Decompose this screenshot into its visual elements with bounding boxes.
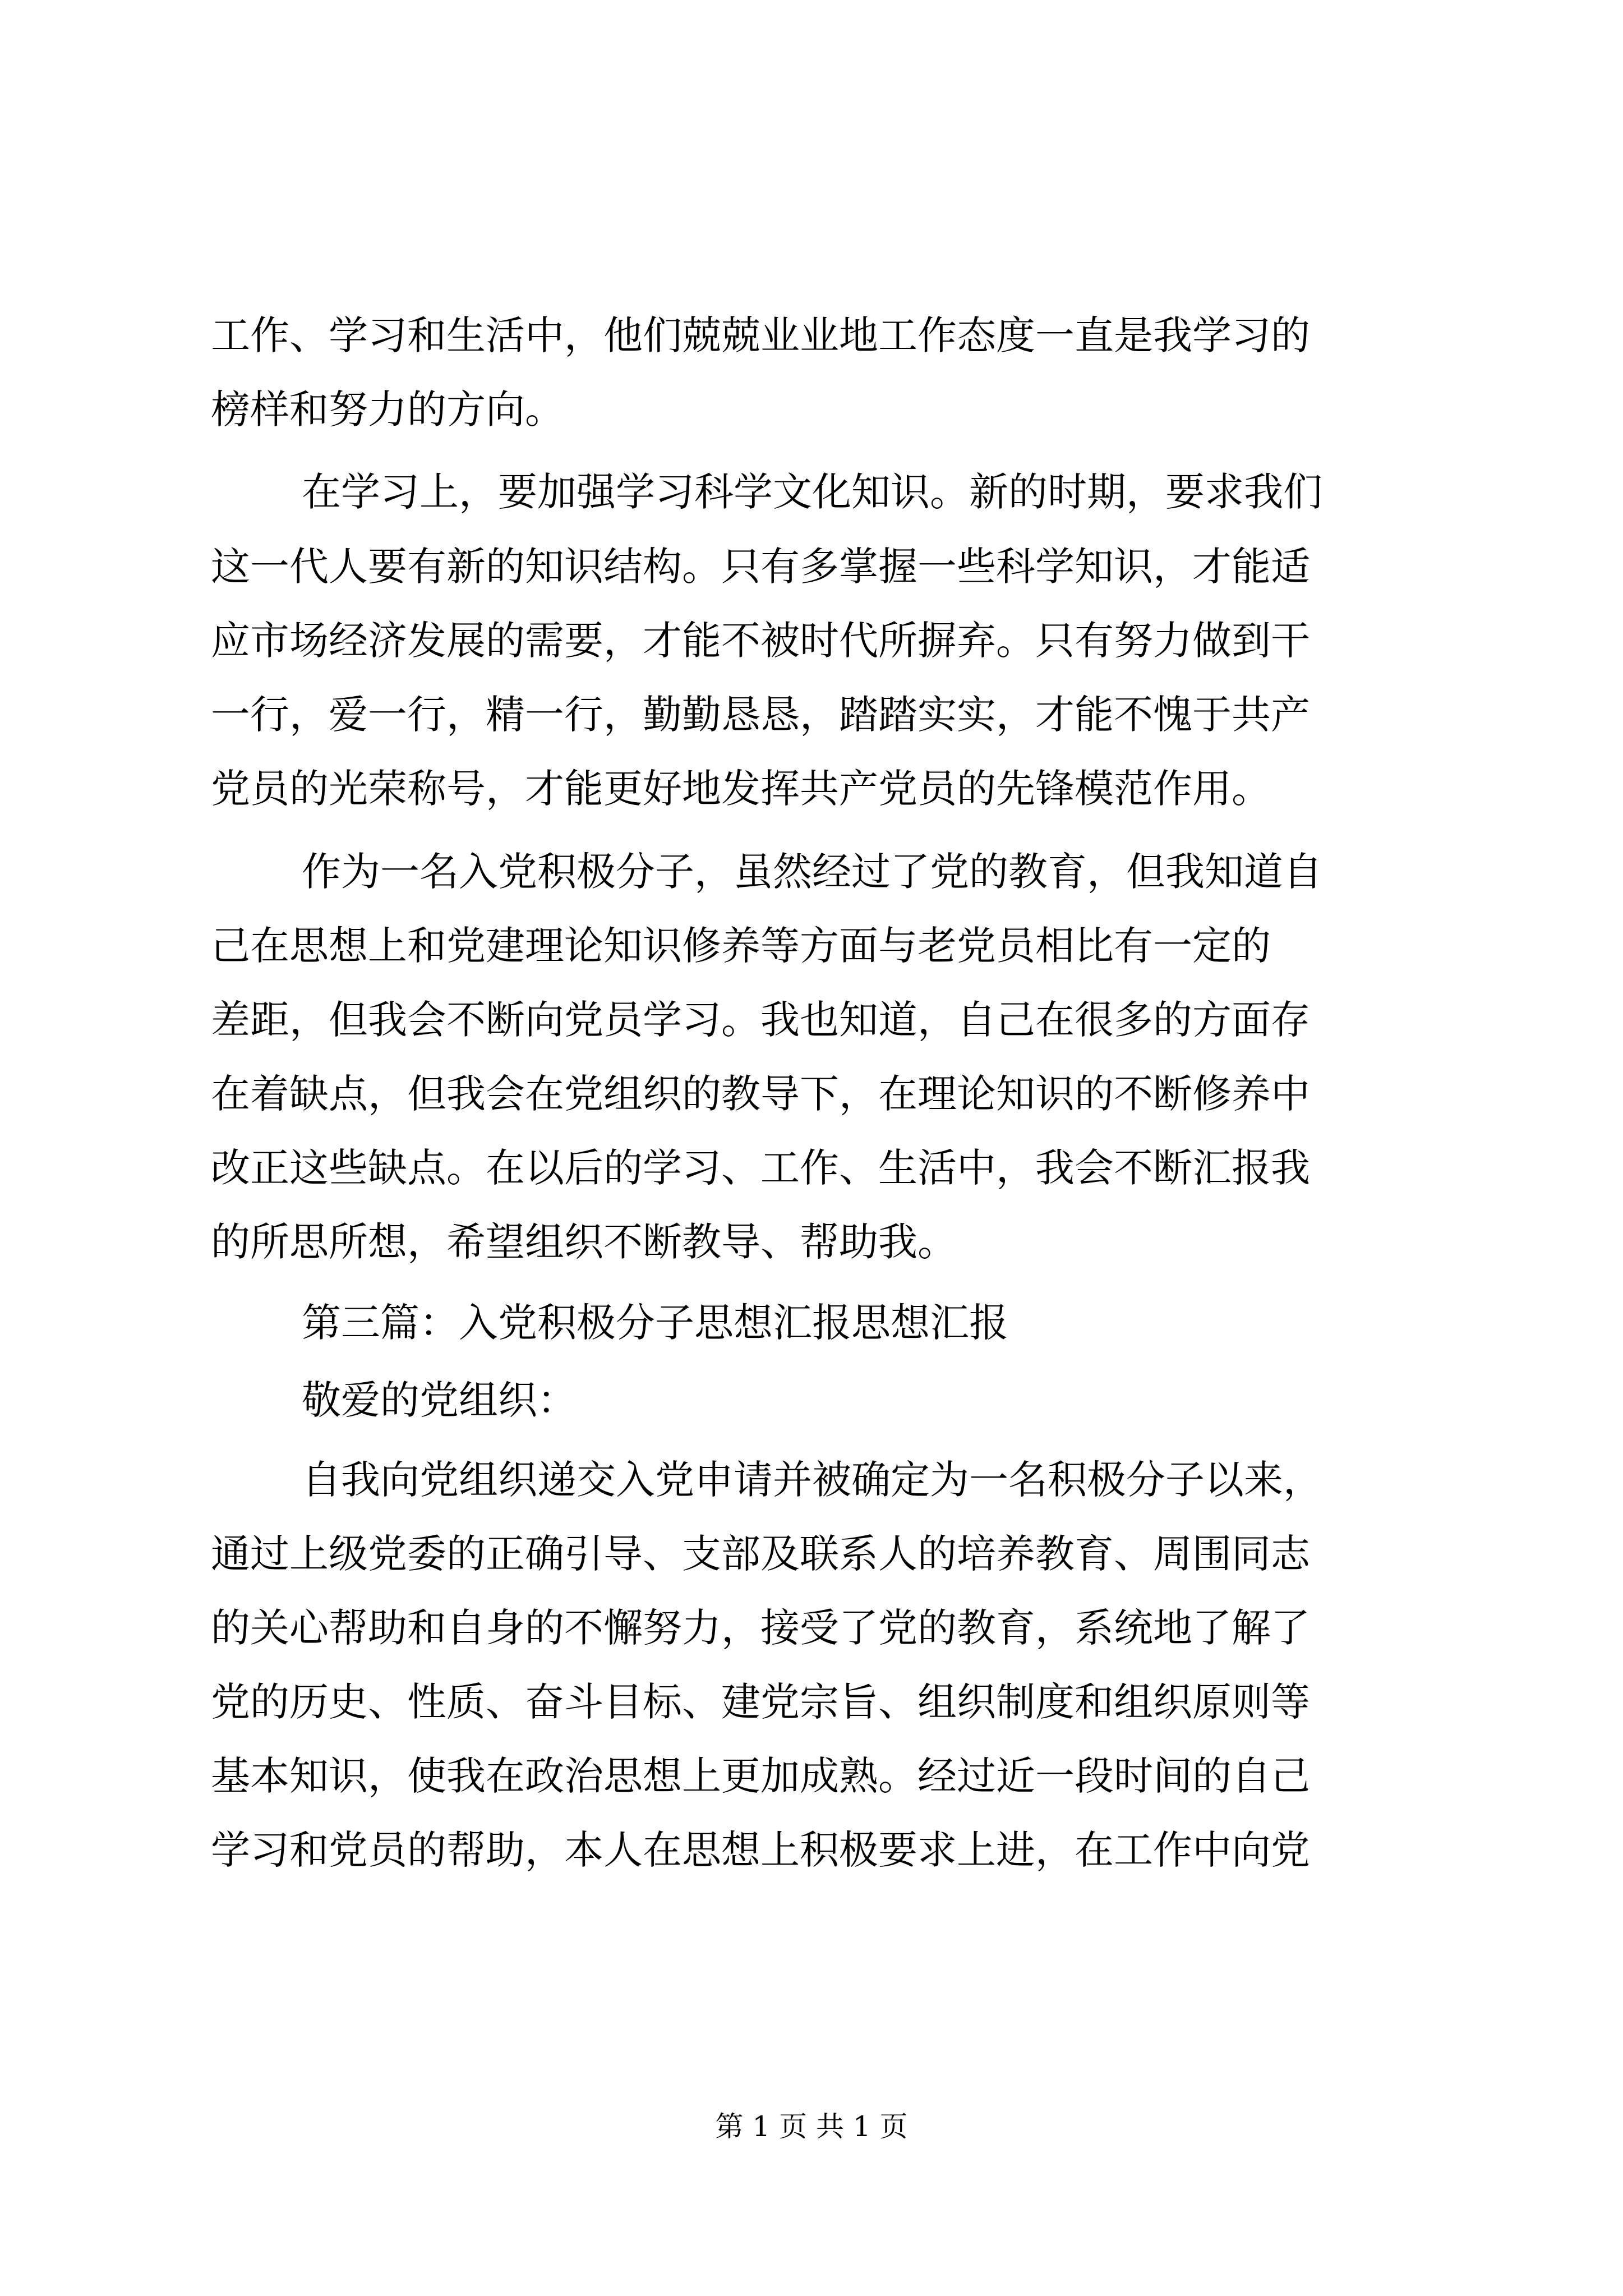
text-line: 在学习上，要加强学习科学文化知识。新的时期，要求我们 [302, 469, 1322, 515]
text-line: 差距，但我会不断向党员学习。我也知道，自己在很多的方面存 [211, 997, 1310, 1043]
text-line: 自我向党组织递交入党申请并被确定为一名积极分子以来， [302, 1457, 1322, 1503]
text-line: 己在思想上和党建理论知识修养等方面与老党员相比有一定的 [211, 923, 1271, 969]
text-line: 作为一名入党积极分子，虽然经过了党的教育，但我知道自 [302, 849, 1322, 895]
text-line: 党的历史、性质、奋斗目标、建党宗旨、组织制度和组织原则等 [211, 1679, 1310, 1725]
section-heading: 第三篇：入党积极分子思想汇报思想汇报 [302, 1300, 1008, 1346]
text-line: 通过上级党委的正确引导、支部及联系人的培养教育、周围同志 [211, 1531, 1310, 1577]
salutation: 敬爱的党组织： [302, 1377, 577, 1423]
text-line: 一行，爱一行，精一行，勤勤恳恳，踏踏实实，才能不愧于共产 [211, 692, 1310, 738]
text-line: 基本知识，使我在政治思想上更加成熟。经过近一段时间的自己 [211, 1753, 1310, 1799]
text-line: 在着缺点，但我会在党组织的教导下，在理论知识的不断修养中 [211, 1071, 1310, 1117]
text-line: 这一代人要有新的知识结构。只有多掌握一些科学知识，才能适 [211, 544, 1310, 590]
text-line: 的关心帮助和自身的不懈努力，接受了党的教育，系统地了解了 [211, 1605, 1310, 1651]
text-line: 改正这些缺点。在以后的学习、工作、生活中，我会不断汇报我 [211, 1145, 1310, 1191]
text-line: 党员的光荣称号，才能更好地发挥共产党员的先锋模范作用。 [211, 766, 1271, 812]
text-line: 学习和党员的帮助，本人在思想上积极要求上进，在工作中向党 [211, 1827, 1310, 1873]
text-line: 应市场经济发展的需要，才能不被时代所摒弃。只有努力做到干 [211, 618, 1310, 664]
text-line: 的所思所想，希望组织不断教导、帮助我。 [211, 1219, 957, 1265]
text-line: 榜样和努力的方向。 [211, 386, 564, 432]
text-line: 工作、学习和生活中，他们兢兢业业地工作态度一直是我学习的 [211, 312, 1310, 358]
page-footer: 第 1 页 共 1 页 [715, 2110, 908, 2143]
